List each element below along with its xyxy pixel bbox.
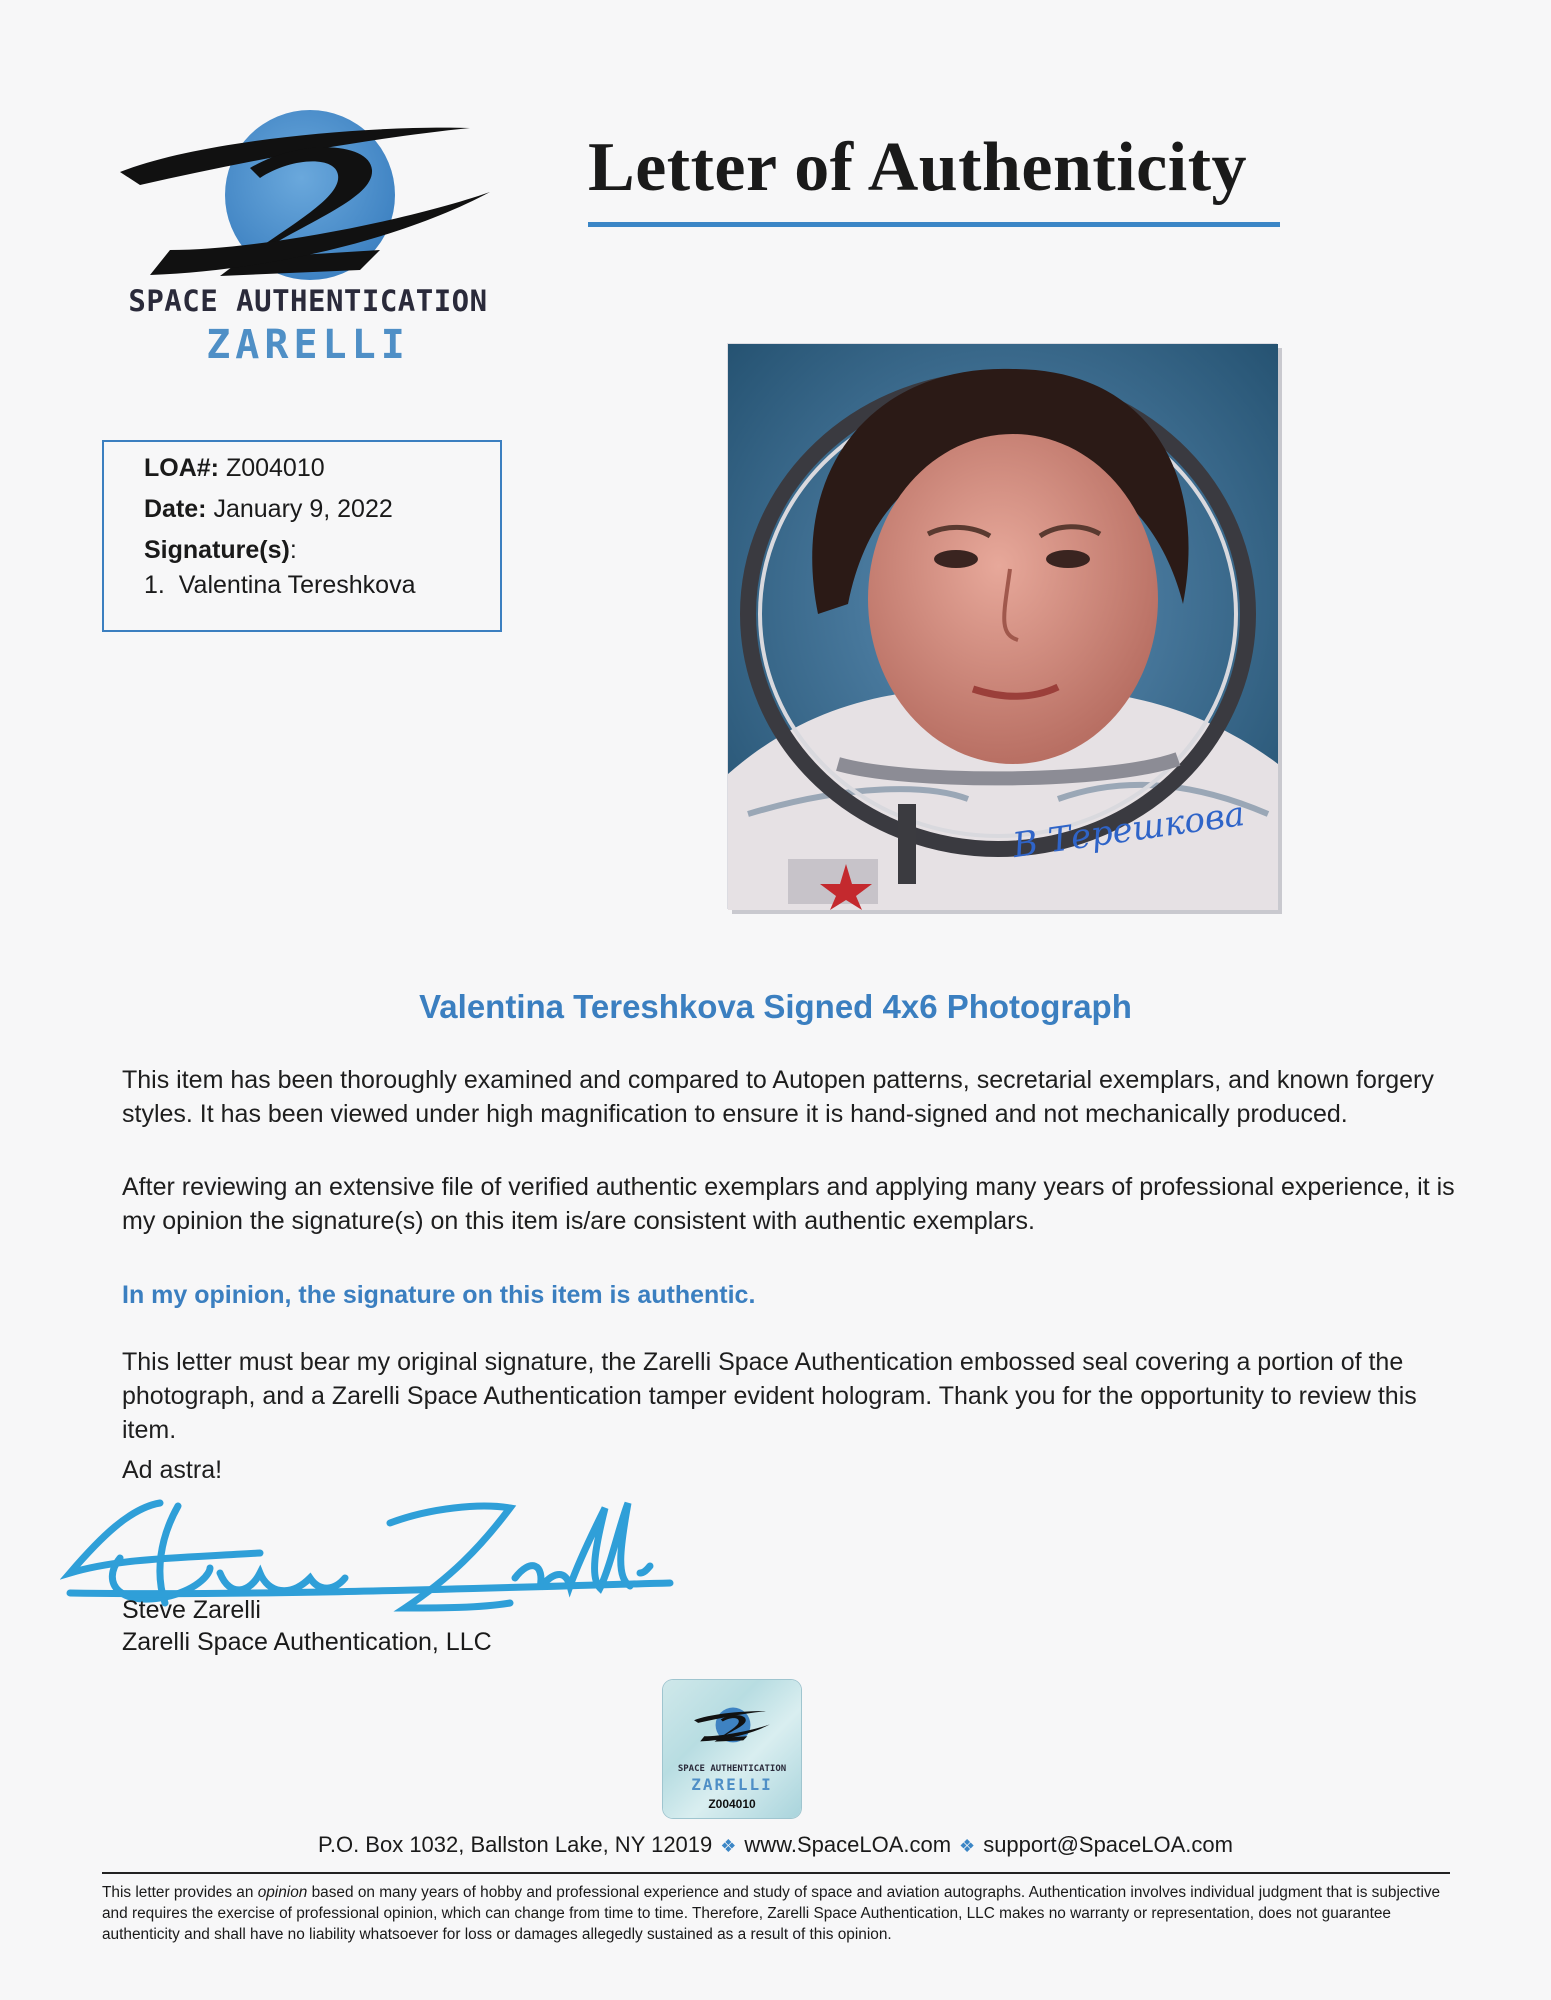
date-label: Date: bbox=[144, 495, 207, 523]
loa-number-label: LOA#: bbox=[144, 454, 219, 482]
cosmonaut-portrait bbox=[728, 344, 1278, 910]
opinion-statement: In my opinion, the signature on this item is authentic. bbox=[122, 1281, 756, 1309]
hologram-text-line1: SPACE AUTHENTICATION bbox=[677, 1764, 787, 1774]
salutation: Ad astra! bbox=[122, 1456, 223, 1484]
requirements-paragraph: This letter must bear my original signature, the Zarelli Space Authentication embossed seal covering a portion of the photograph, and a Zarelli Space Authentication tamper evident hologram. Thank you for the opportunity to review this item. bbox=[122, 1348, 1417, 1444]
postal-address: P.O. Box 1032, Ballston Lake, NY 12019 bbox=[318, 1832, 713, 1857]
signer-company: Zarelli Space Authentication, LLC bbox=[122, 1628, 492, 1656]
hologram-text-line2: ZARELLI bbox=[691, 1775, 773, 1794]
contact-line bbox=[0, 1832, 1551, 1858]
footer-divider bbox=[102, 1872, 1450, 1874]
tamper-evident-hologram bbox=[663, 1680, 801, 1818]
photo-inscription: В Терешкова bbox=[1010, 793, 1248, 867]
disclaimer-emphasis: opinion bbox=[257, 1884, 308, 1901]
website-link[interactable]: www.SpaceLOA.com bbox=[744, 1832, 952, 1857]
loa-number-value: Z004010 bbox=[225, 454, 325, 482]
loa-number-row bbox=[144, 456, 500, 481]
diamond-separator-icon: ❖ bbox=[720, 1836, 737, 1856]
signed-photograph bbox=[728, 344, 1278, 910]
document-title: Letter of Authenticity bbox=[588, 129, 1248, 206]
legal-disclaimer bbox=[102, 1882, 1452, 1945]
logo-text-line2: ZARELLI bbox=[206, 322, 410, 368]
signer-name: Steve Zarelli bbox=[122, 1596, 261, 1624]
hologram-logo-icon bbox=[692, 1688, 772, 1764]
title-underline bbox=[588, 222, 1280, 227]
date-value: January 9, 2022 bbox=[213, 495, 393, 523]
disclaimer-lead: This letter provides an bbox=[102, 1884, 258, 1901]
date-row bbox=[144, 497, 500, 522]
disclaimer-body: based on many years of hobby and professional experience and study of space and aviation autographs. Authentication involves individual judgment that is subjective and requires the exercise of professional opinion, which can change from time to time. Therefore, Zarelli Space Authentication, LLC makes no warranty or representation, does not guarantee authenticity and shall have no liability whatsoever for loss or damages allegedly sustained as a result of this opinion. bbox=[102, 1884, 1441, 1943]
email-link[interactable]: support@SpaceLOA.com bbox=[983, 1832, 1233, 1857]
logo-text-line1: SPACE AUTHENTICATION bbox=[128, 284, 488, 318]
hologram-code: Z004010 bbox=[708, 1797, 756, 1811]
review-paragraph: After reviewing an extensive file of verified authentic exemplars and applying many years of professional experience, it is my opinion the signature(s) on this item is/are consistent with authentic exemplars. bbox=[122, 1173, 1455, 1235]
signatures-row bbox=[144, 538, 500, 563]
signature-list-item: 1. Valentina Tereshkova bbox=[144, 571, 416, 599]
loa-info-box bbox=[102, 440, 502, 632]
examination-paragraph: This item has been thoroughly examined and compared to Autopen patterns, secretarial exemplars, and known forgery styles. It has been viewed under high magnification to ensure it is hand-signed and not mechanically produced. bbox=[122, 1066, 1434, 1128]
signatures-label: Signature(s) bbox=[144, 536, 290, 564]
diamond-separator-icon: ❖ bbox=[959, 1836, 976, 1856]
signatures-colon: : bbox=[289, 536, 297, 564]
item-title: Valentina Tereshkova Signed 4x6 Photograph bbox=[419, 988, 1132, 1025]
